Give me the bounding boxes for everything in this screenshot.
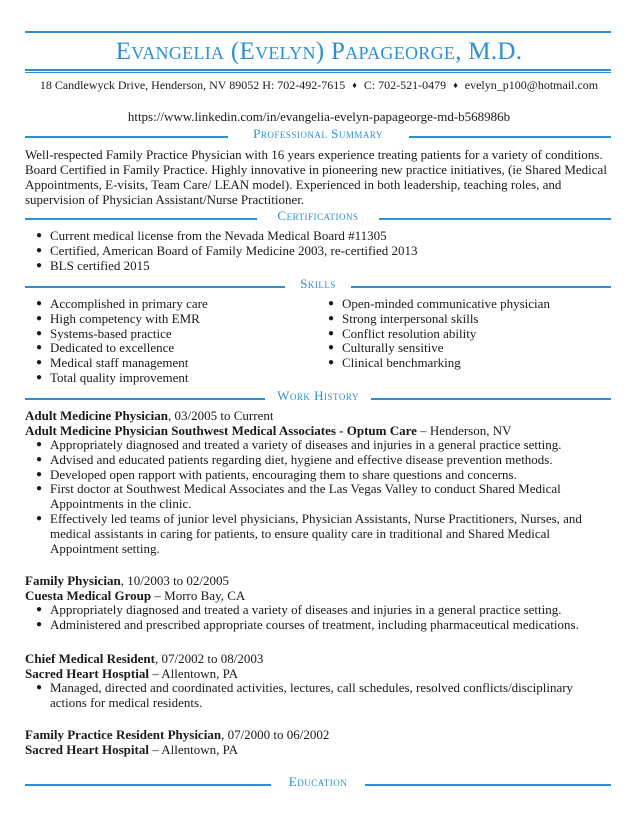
header-rule-thin [25,72,611,73]
job-location: – Allentown, PA [148,666,239,681]
candidate-name: Evangelia (Evelyn) Papageorge, M.D. [115,38,523,65]
job-heading [25,727,615,742]
list-item: ● High competency with EMR [36,312,316,327]
list-item: ● Developed open rapport with patients, encouraging them to share questions and concerns. [36,468,606,483]
job-title: Chief Medical Resident [25,651,155,666]
job-employer: Cuesta Medical Group [25,588,152,603]
job-employer-line [25,742,615,757]
section-title: Work History [277,388,359,403]
section-header-certifications [25,208,611,227]
home-phone: H: 702-492-7615 [262,78,346,92]
job-location: – Morro Bay, CA [151,588,246,603]
job-heading [25,408,615,423]
job-employer-line [25,588,615,603]
skills-list-right [328,297,608,371]
job-employer-line [25,423,615,438]
section-header-education [25,774,611,793]
job-employer-line [25,666,615,681]
header-top-rule [25,31,611,33]
job-title: Family Physician [25,573,121,588]
job-heading [25,573,615,588]
job-bullets [36,438,606,556]
list-item: ● Managed, directed and coordinated activities, lectures, call schedules, resolved conflicts/disciplinary actions for medical residents. [36,681,606,711]
list-item: ● Clinical benchmarking [328,356,608,371]
job-employer: Sacred Heart Hospital [25,742,149,757]
job-employer: Adult Medicine Physician Southwest Medical Associates - Optum Care [25,423,417,438]
contact-line [0,78,638,93]
list-item: ● First doctor at Southwest Medical Associates and the Las Vegas Valley to conduct Shared Medical Appointments in the clinic. [36,482,606,512]
list-item: ● Systems-based practice [36,327,316,342]
job-title: Adult Medicine Physician [25,408,169,423]
summary-text: Well-respected Family Practice Physician with 16 years experience treating patients for a variety of conditions. Board Certified in Family Practice. Highly innovative in pioneering new practice initiatives, (ie Shared Medical Appointments, E-visits, Team Care/ LEAN model). Experienced in both leadership, teaching roles, and supervision of Physician Assistant/Nurse Practitioner. [25,147,607,207]
list-item: ● Administered and prescribed appropriate courses of treatment, including pharmaceutical medications. [36,618,606,633]
job-dates: , 03/2005 to Current [168,408,274,423]
job-heading [25,651,615,666]
list-item: ● Certified, American Board of Family Medicine 2003, re-certified 2013 [36,244,606,259]
section-title: Certifications [277,208,359,223]
job-employer: Sacred Heart Hosptial [25,666,149,681]
section-header-summary [25,126,611,145]
job-location: – Henderson, NV [416,423,512,438]
list-item: ● BLS certified 2015 [36,259,606,274]
job-bullets [36,603,606,633]
job-dates: , 10/2003 to 02/2005 [120,573,230,588]
job-entry [25,408,615,438]
list-item: ● Strong interpersonal skills [328,312,608,327]
job-bullets [36,681,606,711]
section-header-work-history [25,388,611,407]
separator-icon: ♦ [352,80,357,90]
list-item: ● Culturally sensitive [328,341,608,356]
job-title: Family Practice Resident Physician [25,727,222,742]
list-item: ● Advised and educated patients regarding diet, hygiene and effective disease prevention methods. [36,453,606,468]
list-item: ● Effectively led teams of junior level physicians, Physician Assistants, Nurse Practitioners, Nurses, and medical assistants in caring for patients, to ensure quality care in traditional and Shared Medical Appointment setting. [36,512,606,556]
list-item: ● Total quality improvement [36,371,316,386]
cell-phone: C: 702-521-0479 [363,78,447,92]
list-item: ● Medical staff management [36,356,316,371]
list-item: ● Current medical license from the Nevada Medical Board #11305 [36,229,606,244]
list-item: ● Dedicated to excellence [36,341,316,356]
job-entry [25,573,615,603]
linkedin-link[interactable]: https://www.linkedin.com/in/evangelia-evelyn-papageorge-md-b568986b [127,109,511,124]
section-header-skills [25,276,611,295]
linkedin-line [0,109,638,125]
skills-list-left [36,297,316,386]
job-dates: , 07/2002 to 08/2003 [154,651,264,666]
address: 18 Candlewyck Drive, Henderson, NV 89052 [39,78,260,92]
list-item: ● Open-minded communicative physician [328,297,608,312]
list-item: ● Appropriately diagnosed and treated a variety of diseases and injuries in a general practice setting. [36,438,606,453]
header-rule-thick [25,69,611,71]
list-item: ● Accomplished in primary care [36,297,316,312]
section-title: Skills [300,276,336,291]
list-item: ● Appropriately diagnosed and treated a variety of diseases and injuries in a general practice setting. [36,603,606,618]
section-title: Education [288,774,348,789]
job-entry [25,651,615,681]
email-link[interactable]: evelyn_p100@hotmail.com [464,78,599,92]
job-location: – Allentown, PA [148,742,239,757]
job-dates: , 07/2000 to 06/2002 [221,727,330,742]
job-entry [25,727,615,757]
list-item: ● Conflict resolution ability [328,327,608,342]
section-title: Professional Summary [253,126,383,141]
certifications-list [36,229,606,273]
separator-icon: ♦ [453,80,458,90]
